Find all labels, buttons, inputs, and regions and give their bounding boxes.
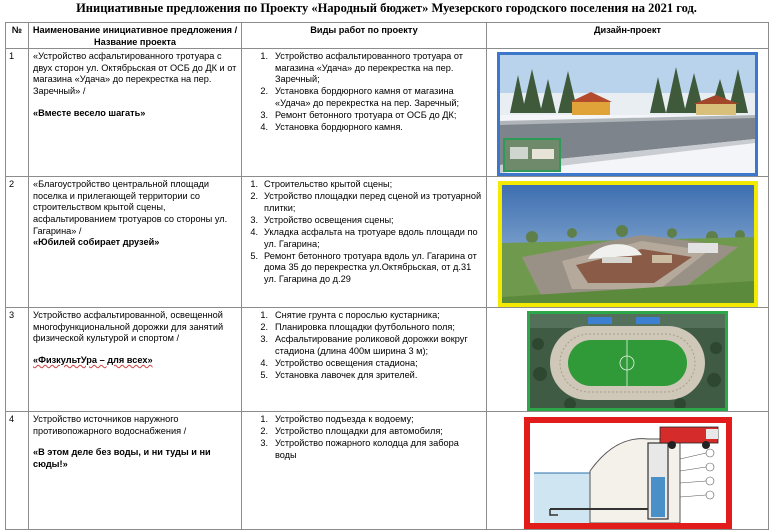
works-cell (242, 412, 487, 530)
works-cell (242, 49, 487, 177)
central-square-render (498, 181, 758, 307)
works-list (246, 179, 482, 285)
table-row (6, 177, 769, 308)
table-row (6, 308, 769, 412)
initiative-cell (29, 49, 242, 177)
table-row (6, 412, 769, 530)
works-list (246, 414, 482, 461)
list-item: 2. Планировка площадки футбольного поля; (260, 322, 455, 333)
initiative-description: Устройство асфальтированной, освещенной многофункциональной дорожки для занятий физической культурой и спортом / (33, 310, 224, 344)
list-item: 1. Снятие грунта с порослью кустарника; (260, 310, 440, 321)
header-num: № (6, 23, 29, 49)
list-item: 1. Устройство асфальтированного тротуара от магазина «Удача» до перекрестка на пер. Заречный; (260, 51, 463, 85)
stadium-aerial-render (527, 311, 728, 411)
list-item: 3. Асфальтирование роликовой дорожки вокруг стадиона (длина 400м ширина 3 м); (260, 334, 468, 356)
project-name: «Вместе весело шагать» (33, 107, 146, 118)
list-item: 3. Устройство пожарного колодца для забора воды (260, 438, 459, 460)
list-item: 3. Ремонт бетонного тротуара от ОСБ до ДК; (260, 110, 457, 121)
list-item: 4. Укладка асфальта на тротуаре вдоль площади по ул. Гагарина; (250, 227, 478, 249)
initiative-description: Устройство источников наружного противопожарного водоснабжения / (33, 414, 187, 436)
list-item: 5. Установка лавочек для зрителей. (260, 370, 418, 381)
initiative-description: «Устройство асфальтированного тротуара с двух сторон ул. Октябрьская от ОСБ до ДК и от магазина «Удача» до перекрестка на пер. Заречный» / (33, 51, 237, 96)
design-cell (487, 308, 769, 412)
works-list (246, 51, 482, 134)
row-number: 3 (6, 308, 29, 412)
project-name (33, 355, 238, 367)
list-item: 1. Устройство подъезда к водоему; (260, 414, 414, 425)
row-number: 1 (6, 49, 29, 177)
header-name: Наименование инициативное предложения / Название проекта (29, 23, 242, 49)
projects-table (5, 22, 769, 530)
list-item: 1. Строительство крытой сцены; (250, 179, 393, 190)
list-item: 5. Ремонт бетонного тротуара вдоль ул. Гагарина от дома 35 до перекрестка ул.Октябрьская, от д.31 ул. Гагарина до д.29 (250, 250, 477, 284)
initiative-description: «Благоустройство центральной площади поселка и прилегающей территории со строительством крытой сцены, асфальтированием тротуаров со стороны ул. Гагарина» / (33, 179, 228, 236)
street-sidewalk-render (497, 52, 758, 176)
list-item: 2. Устройство площадки перед сценой из тротуарной плитки; (250, 191, 482, 213)
table-header-row (6, 23, 769, 49)
initiative-cell (29, 177, 242, 308)
project-name-text: «ФизкультУра – для всех» (33, 354, 153, 365)
works-cell (242, 308, 487, 412)
page-title: Инициативные предложения по Проекту «Народный бюджет» Муезерского городского поселения на 2021 год. (76, 1, 697, 15)
design-cell (487, 412, 769, 530)
project-name: «В этом деле без воды, и ни туды и ни сюды!» (33, 447, 211, 469)
design-cell (487, 49, 769, 177)
works-cell (242, 177, 487, 308)
initiative-cell (29, 412, 242, 530)
list-item: 3. Устройство освещения сцены; (250, 214, 394, 225)
list-item: 2. Установка бордюрного камня от магазина «Удача» до перекрестка на пер. Заречный; (260, 86, 460, 109)
design-cell (487, 177, 769, 308)
fire-well-diagram (524, 417, 732, 529)
initiative-cell (29, 308, 242, 412)
table-row (6, 49, 769, 177)
row-number: 2 (6, 177, 29, 308)
row-number: 4 (6, 412, 29, 530)
project-name: «Юбилей собирает друзей» (33, 237, 160, 248)
list-item: 4. Устройство освещения стадиона; (260, 358, 418, 369)
list-item: 4. Установка бордюрного камня. (260, 122, 403, 133)
list-item: 2. Устройство площадки для автомобиля; (260, 426, 443, 437)
works-list (246, 310, 482, 382)
header-works: Виды работ по проекту (242, 23, 487, 49)
header-design: Дизайн-проект (487, 23, 769, 49)
